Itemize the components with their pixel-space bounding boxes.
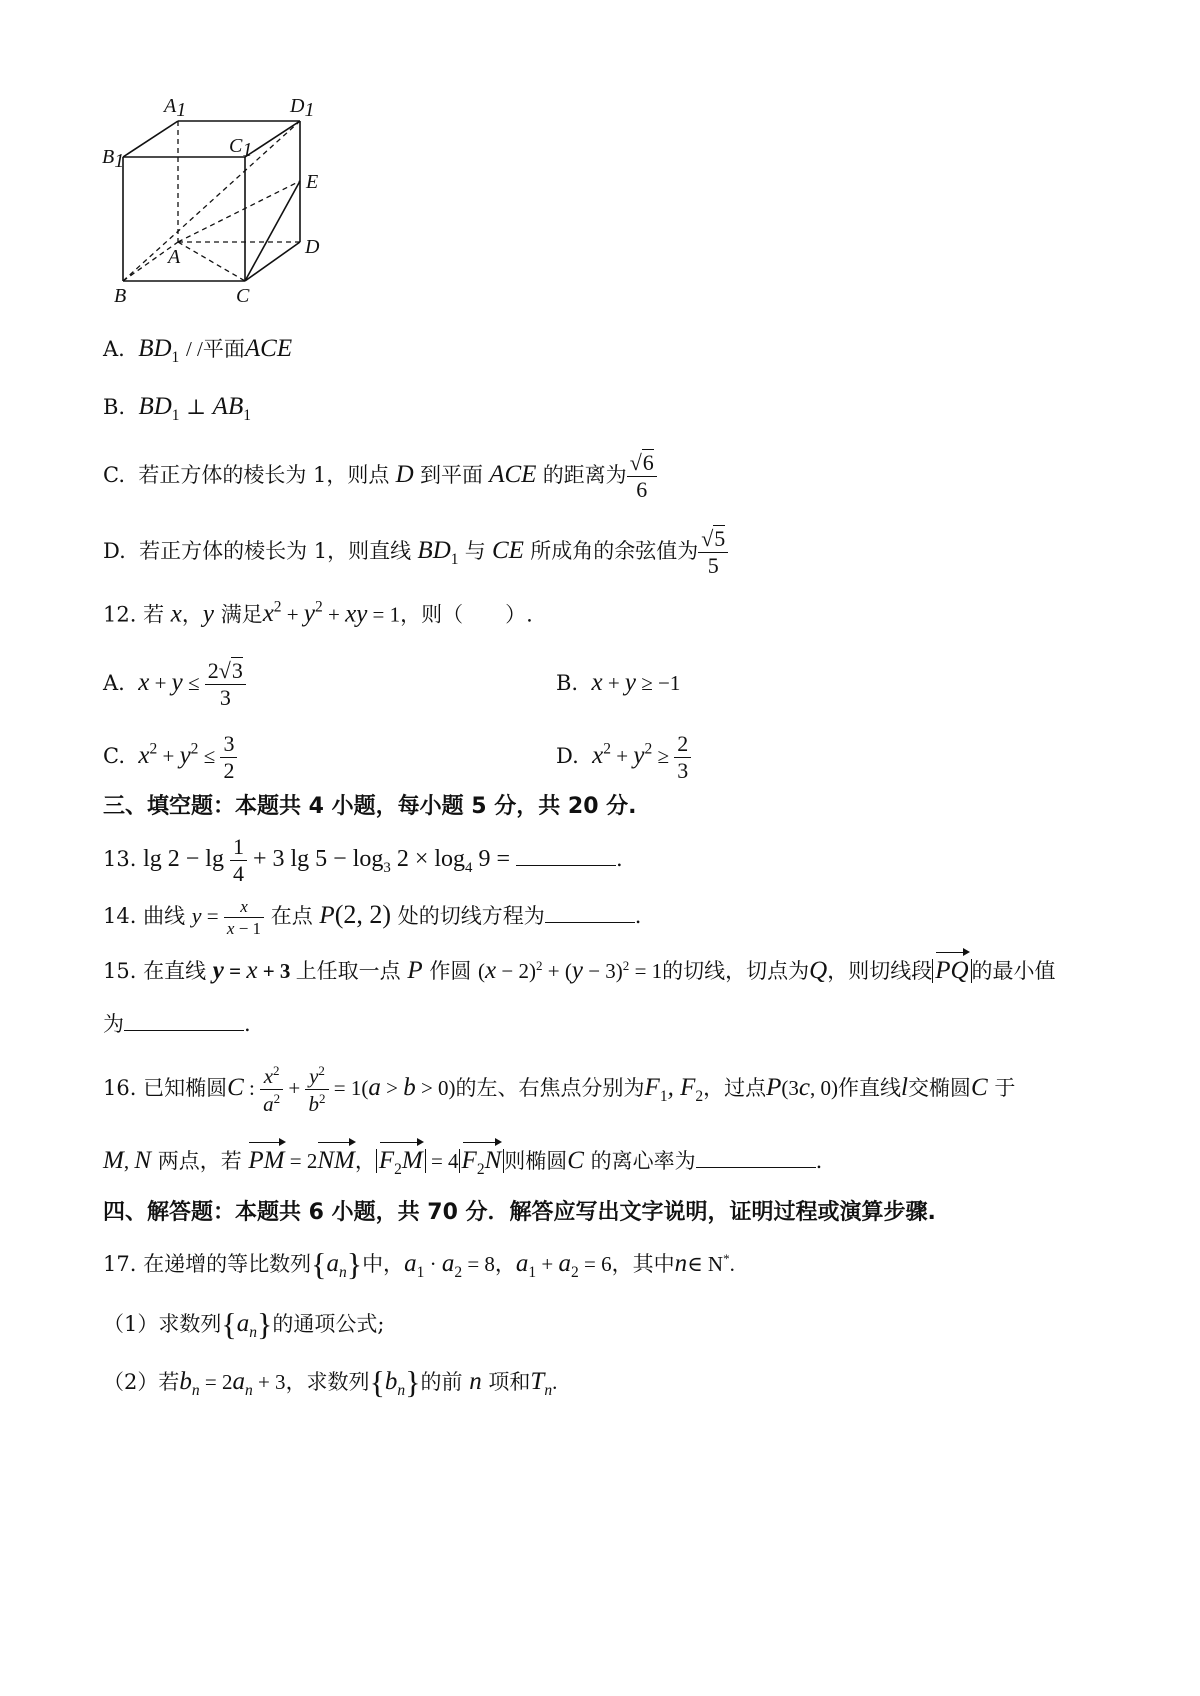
hidden-segment-A-C (178, 242, 245, 281)
q14-stem: 14. 曲线 y = $\frac{x}{x - 1}$ 在点 P(2, 2) 处的切线方程为 . (103, 897, 642, 938)
label-E: E (306, 171, 319, 193)
question-number: 14. (103, 904, 137, 928)
question-number: 12. (103, 602, 137, 627)
label-D: D (305, 236, 320, 258)
answer-blank[interactable] (696, 1166, 816, 1168)
option-letter: C. (103, 463, 125, 487)
section-3-heading: 三、填空题：本题共 4 小题，每小题 5 分，共 20 分. (103, 794, 637, 819)
answer-blank[interactable] (516, 864, 616, 866)
segment-C-E (245, 181, 300, 281)
edge-B1-A1 (123, 121, 178, 157)
q12-option-a: A. x + y ≤ $\frac{2√3}{3}$ (103, 660, 246, 709)
q11-option-c: C. 若正方体的棱长为 1，则点 D 到平面 ACE 的距离为 $\frac{√6}{6}$ (103, 452, 657, 501)
answer-blank[interactable] (545, 921, 635, 923)
label-A: A (168, 246, 181, 268)
q12-option-d: D. $x^2 + y^2$ ≥ $\frac{2}{3}$ (556, 733, 691, 782)
q12-stem: 12. 若 x，y 满足$x^2 + y^2$ + xy = 1，则（ ）. (103, 599, 533, 628)
label-B1: B1 (102, 146, 125, 172)
q17-part-2: （2）若$b_n = 2a_n + 3$，求数列$\{b_n\}$的前 n 项和$T_n$. (103, 1364, 558, 1400)
question-number: 17. (103, 1252, 137, 1276)
q11-option-b: B. $BD_1$ ⊥ $AB_1$ (103, 393, 251, 424)
option-letter: B. (103, 395, 126, 419)
edge-C1-D1 (245, 121, 300, 157)
q11-option-a: A. $BD_1$ / /平面ACE (103, 335, 293, 366)
question-number: 15. (103, 959, 137, 983)
option-text: 平面 (202, 337, 245, 361)
label-C: C (236, 285, 250, 307)
q15-stem-line2: 为 . (103, 1012, 251, 1036)
answer-blank[interactable] (124, 1029, 244, 1031)
edge-C-D (245, 242, 300, 281)
option-letter: D. (103, 539, 126, 563)
q16-stem-line1: 16. 已知椭圆C : $\frac{x^2}{a^2}$ + $\frac{y^2}{b^2}$ = 1(a > b > 0)的左、右焦点分别为$F_1$, $F_2$，过点P(3c, 0)作直线l交椭圆C 于 (103, 1063, 1016, 1116)
q11-option-d: D. 若正方体的棱长为 1，则直线 $BD_1$ 与 CE 所成角的余弦值为 $\frac{√5}{5}$ (103, 528, 728, 577)
section-4-heading: 四、解答题：本题共 6 小题，共 70 分．解答应写出文字说明，证明过程或演算步骤. (103, 1200, 936, 1225)
hidden-segment-B-D1 (123, 121, 300, 281)
question-number: 13. (103, 847, 137, 871)
q15-stem-line1: 15. 在直线 y = x + 3 上任取一点 P 作圆 $(x - 2)^2 + (y - 3)^2 = 1$的切线，切点为Q，则切线段 PQ 的最小值 (103, 957, 1056, 984)
q17-stem: 17. 在递增的等比数列$\{a_n\}$中，$a_1 \cdot a_2 = 8$，$a_1 + a_2 = 6$，其中n∈ N*. (103, 1246, 735, 1282)
q12-option-c: C. $x^2 + y^2$ ≤ $\frac{3}{2}$ (103, 733, 237, 782)
label-C1: C1 (229, 135, 253, 161)
question-number: 16. (103, 1076, 137, 1100)
label-D1: D1 (290, 95, 315, 121)
label-A1: A1 (164, 95, 187, 121)
q16-stem-line2: M, N 两点，若 PM = 2NM， $F_2M = 4$ $F_2N$ 则椭圆C 的离心率为 . (103, 1147, 823, 1178)
cube-figure (95, 90, 335, 315)
q17-part-1: （1）求数列$\{a_n\}$的通项公式; (103, 1306, 385, 1342)
q12-option-b: B. x + y ≥ −1 (556, 669, 681, 696)
hidden-segment-A-E (178, 181, 300, 242)
option-letter: A. (103, 337, 125, 361)
label-B: B (114, 285, 127, 307)
q13-stem: 13. lg 2 − lg $\frac{1}{4}$ + 3 $\lg 5 - \log_3 2 \times \log_4 9$ = . (103, 834, 623, 886)
